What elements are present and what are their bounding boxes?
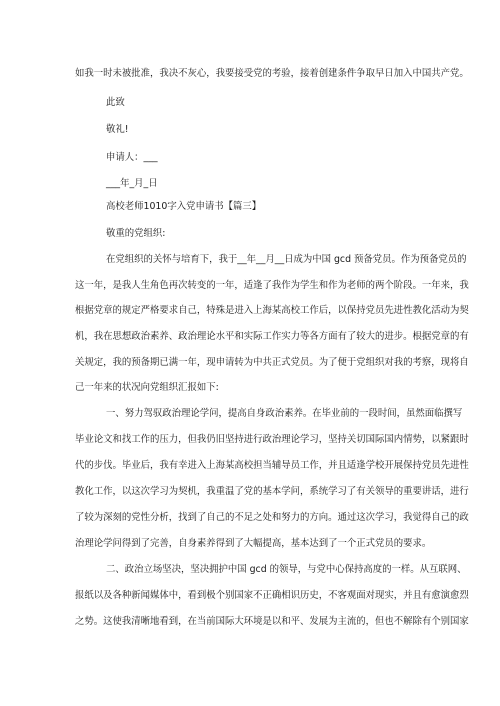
paragraph-line: 之势。这使我清晰地看到，在当前国际大环境是以和平、发展为主流的，但也不解除有个别国家 xyxy=(75,616,469,627)
date-line: ___年_月_日 xyxy=(106,178,158,189)
paragraph-line: 己一年来的状况向党组织汇报如下: xyxy=(75,382,219,393)
text-line: 如我一时未被批准，我决不灰心，我要接受党的考验，接着创建条件争取早日加入中国共产党。 xyxy=(75,68,469,79)
salutation: 敬重的党组织: xyxy=(106,228,166,239)
closing-line: 敬礼! xyxy=(106,124,129,135)
paragraph-line: 一、努力驾驭政治理论学问，提高自身政治素养。在毕业前的一段时间，虽然面临撰写 xyxy=(106,408,463,419)
paragraph-line: 报纸以及各种新闻媒体中，看到极个别国家不正确相识历史，不客观面对现实，并且有愈演愈烈 xyxy=(75,590,469,601)
paragraph-line: 二、政治立场坚决，坚决拥护中国 gcd 的领导，与党中心保持高度的一样。从互联网、 xyxy=(106,564,467,575)
paragraph-line: 机，我在思想政治素养、政治理论水平和实际工作实力等各方面有了较大的进步。根据党章的有 xyxy=(75,331,469,342)
paragraph-line: 根据党章的规定严格要求自己，特殊是进入上海某高校工作后，以保持党员先进性教化活动为契 xyxy=(75,305,469,316)
paragraph-line: 代的步伐。毕业后，我有幸进入上海某高校担当辅导员工作，并且适逢学校开展保持党员先进性 xyxy=(75,460,469,471)
paragraph-line: 这一年，是我人生角色再次转变的一年，适逢了我作为学生和作为老师的两个阶段。一年来，我 xyxy=(75,280,469,291)
paragraph-line: 关规定，我的预备期已满一年，现申请转为中共正式党员。为了便于党组织对我的考察，现将自 xyxy=(75,357,469,368)
paragraph-line: 了较为深刻的党性分析，找到了自己的不足之处和努力的方向。通过这次学习，我觉得自己的政 xyxy=(75,512,469,523)
paragraph-line: 治理论学问得到了完善，自身素养得到了大幅提高，基本达到了一个正式党员的要求。 xyxy=(75,538,432,549)
paragraph-line: 毕业论文和找工作的压力，但我仍旧坚持进行政治理论学习，坚持关切国际国内情势，以紧跟时 xyxy=(75,434,469,445)
paragraph-line: 在党组织的关怀与培育下，我于__年__月__日成为中国 gcd 预备党员。作为预备党员的 xyxy=(106,254,467,265)
section-title: 高校老师1010字入党申请书【篇三】 xyxy=(106,201,262,212)
applicant-line: 申请人：___ xyxy=(106,152,158,163)
paragraph-line: 教化工作，以这次学习为契机，我重温了党的基本学问，系统学习了有关领导的重要讲话，进行 xyxy=(75,486,469,497)
closing-line: 此致 xyxy=(106,97,125,108)
